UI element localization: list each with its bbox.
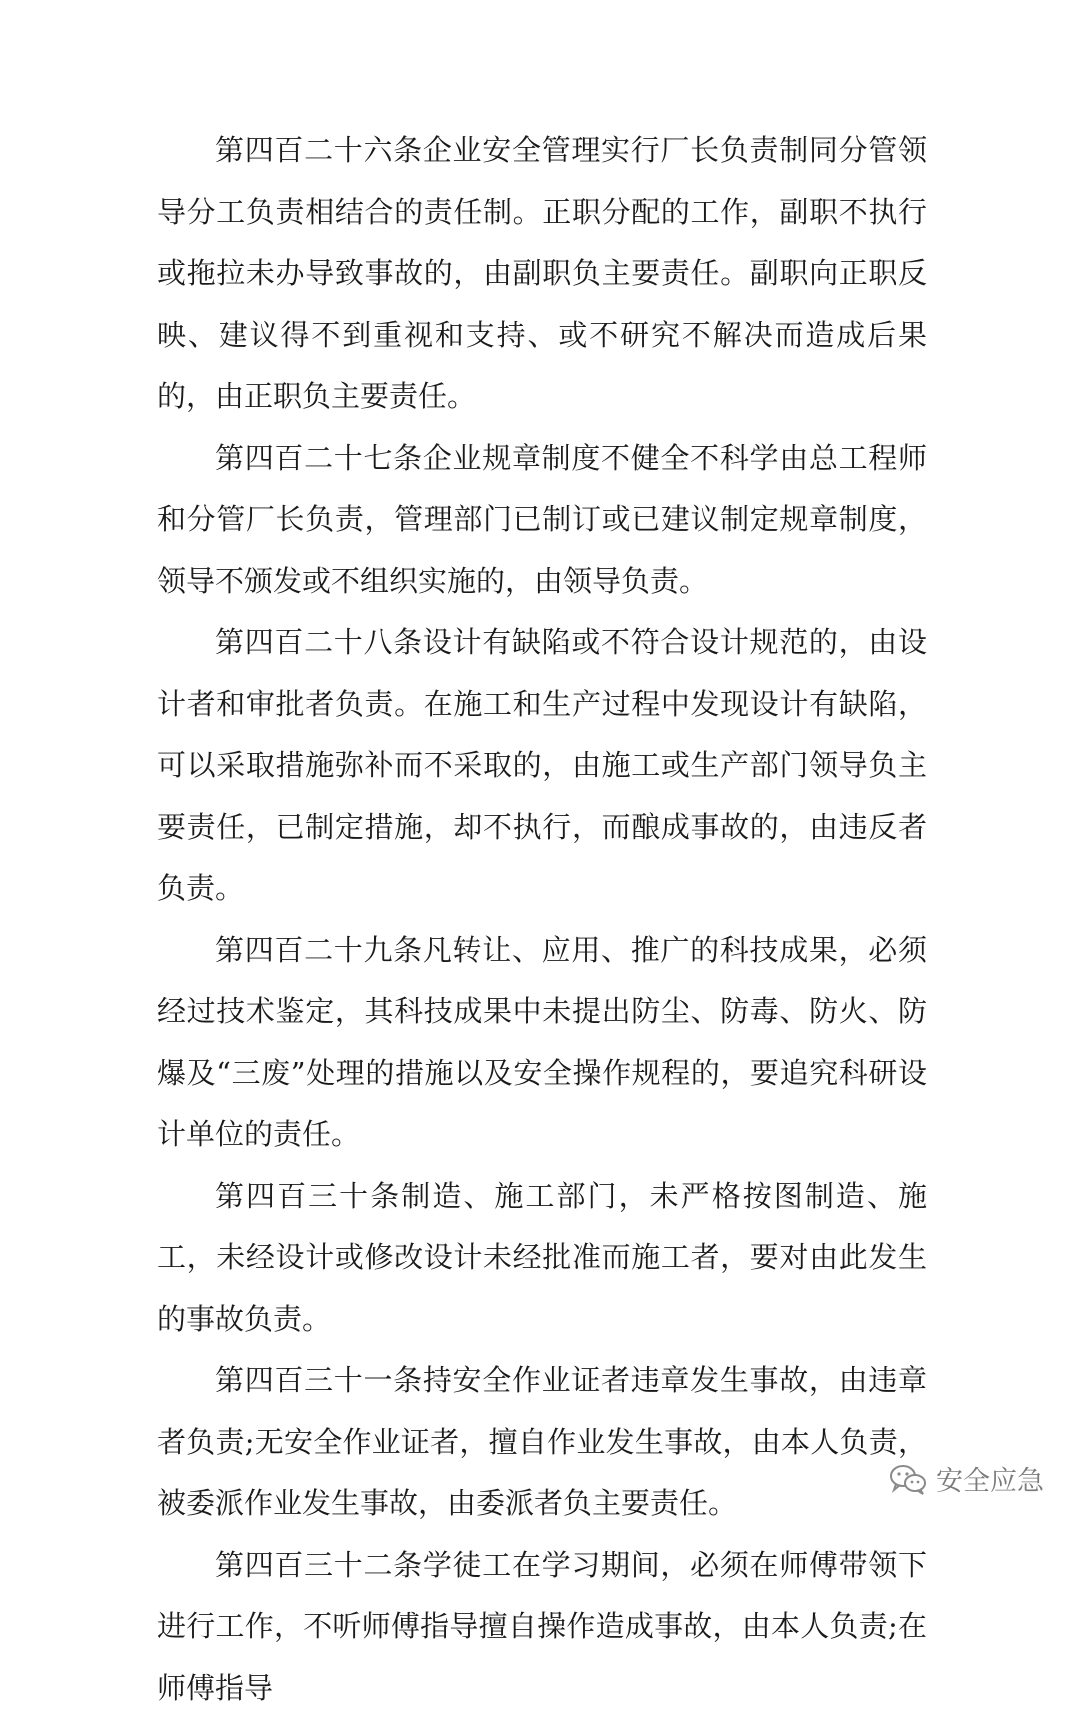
watermark-label: 安全应急 xyxy=(936,1459,1044,1498)
article-429: 第四百二十九条凡转让、应用、推广的科技成果，必须经过技术鉴定，其科技成果中未提出防尘、防毒、防火、防爆及“三废”处理的措施以及安全操作规程的，要追究科研设计单位的责任。 xyxy=(157,920,927,1166)
article-428: 第四百二十八条设计有缺陷或不符合设计规范的，由设计者和审批者负责。在施工和生产过程中发现设计有缺陷，可以采取措施弥补而不采取的，由施工或生产部门领导负主要责任，已制定措施，却不执行，而酿成事故的，由违反者负责。 xyxy=(157,612,927,920)
article-426: 第四百二十六条企业安全管理实行厂长负责制同分管领导分工负责相结合的责任制。正职分配的工作，副职不执行或拖拉未办导致事故的，由副职负主要责任。副职向正职反映、建议得不到重视和支持、或不研究不解决而造成后果的，由正职负主要责任。 xyxy=(157,120,927,428)
wechat-icon xyxy=(888,1463,928,1495)
article-432: 第四百三十二条学徒工在学习期间，必须在师傅带领下进行工作，不听师傅指导擅自操作造成事故，由本人负责;在师傅指导 xyxy=(157,1535,927,1719)
article-431: 第四百三十一条持安全作业证者违章发生事故，由违章者负责;无安全作业证者，擅自作业发生事故，由本人负责，被委派作业发生事故，由委派者负主要责任。 xyxy=(157,1350,927,1535)
article-430: 第四百三十条制造、施工部门，未严格按图制造、施工，未经设计或修改设计未经批准而施工者，要对由此发生的事故负责。 xyxy=(157,1166,927,1351)
article-427: 第四百二十七条企业规章制度不健全不科学由总工程师和分管厂长负责，管理部门已制订或已建议制定规章制度，领导不颁发或不组织实施的，由领导负责。 xyxy=(157,428,927,613)
document-body xyxy=(157,120,927,1719)
wechat-watermark xyxy=(888,1459,1044,1498)
